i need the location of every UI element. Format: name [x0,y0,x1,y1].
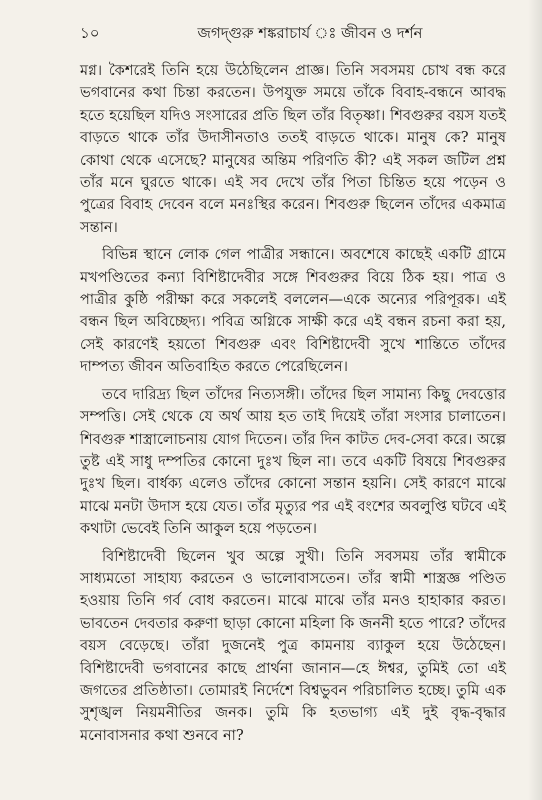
running-title: জগদ্‌গুরু শঙ্করাচার্য ঃ জীবন ও দর্শন [197,24,423,42]
body-text [80,60,506,747]
paragraph-2: বিভিন্ন স্থানে লোক গেল পাত্রীর সন্ধানে। অবশেষে কাছেই একটি গ্রামে মখপণ্ডিতের কন্যা বিশিষ্টাদেবীর সঙ্গে শিবগুরুর বিয়ে ঠিক হয়। পাত্র ও পাত্রীর কুষ্ঠি পরীক্ষা করে সকলেই বললেন—একে অন্যের পরিপূরক। এই বন্ধন ছিল অবিচ্ছেদ্য। পবিত্র অগ্নিকে সাক্ষী করে এই বন্ধন রচনা করা হয়, সেই কারণেই হয়তো শিবগুরু এবং বিশিষ্টাদেবী সুখে শান্তিতে তাঁদের দাম্পত্য জীবন অতিবাহিত করতে পেরেছিলেন। [80,246,506,376]
paragraph-3: তবে দারিদ্র্য ছিল তাঁদের নিত্যসঙ্গী। তাঁদের ছিল সামান্য কিছু দেবত্তোর সম্পত্তি। সেই থেকে যে অর্থ আয় হত তাই দিয়েই তাঁরা সংসার চালাতেন। শিবগুরু শাস্ত্রালোচনায় যোগ দিতেন। তাঁর দিন কাটত দেব-সেবা করে। অল্পে তুষ্ট এই সাধু দম্পতির কোনো দুঃখ ছিল না। তবে একটি বিষয়ে শিবগুরুর দুঃখ ছিল। বার্ধক্য এলেও তাঁদের কোনো সন্তান হয়নি। সেই কারণে মাঝে মাঝে মনটা উদাস হয়ে যেত। তাঁর মৃত্যুর পর এই বংশের অবলুপ্তি ঘটবে এই কথাটা ভেবেই তিনি আকুল হয়ে পড়তেন। [80,385,506,538]
page-edge-shadow [528,0,542,800]
paragraph-1: মগ্ন। কৈশরেই তিনি হয়ে উঠেছিলেন প্রাজ্ঞ। তিনি সবসময় চোখ বন্ধ করে ভগবানের কথা চিন্তা করতেন। উপযুক্ত সময়ে তাঁকে বিবাহ-বন্ধনে আবদ্ধ হতে হয়েছিল যদিও সংসারের প্রতি ছিল তাঁর বিতৃষ্ণা। শিবগুরুর বয়স যতই বাড়তে থাকে তাঁর উদাসীনতাও ততই বাড়তে থাকে। মানুষ কে? মানুষ কোথা থেকে এসেছে? মানুষের অন্তিম পরিণতি কী? এই সকল জটিল প্রশ্ন তাঁর মনে ঘুরতে থাকে। এই সব দেখে তাঁর পিতা চিন্তিত হয়ে পড়েন ও পুত্রের বিবাহ দেবেন বলে মনঃস্থির করেন। শিবগুরু ছিলেন তাঁদের একমাত্র সন্তান। [80,62,506,236]
page-header [80,20,506,46]
paragraph-4: বিশিষ্টাদেবী ছিলেন খুব অল্পে সুখী। তিনি সবসময় তাঁর স্বামীকে সাধ্যমতো সাহায্য করতেন ও ভালোবাসতেন। তাঁর স্বামী শাস্ত্রজ্ঞ পণ্ডিত হওয়ায় তিনি গর্ব বোধ করতেন। মাঝে মাঝে তাঁর মনও হাহাকার করত। ভাবতেন দেবতার করুণা ছাড়া কোনো মহিলা কি জননী হতে পারে? তাঁদের বয়স বেড়েছে। তাঁরা দুজনেই পুত্র কামনায় ব্যাকুল হয়ে উঠেছেন। বিশিষ্টাদেবী ভগবানের কাছে প্রার্থনা জানান—হে ঈশ্বর, তুমিই তো এই জগতের প্রতিষ্ঠাতা। তোমারই নির্দেশে বিশ্বভুবন পরিচালিত হচ্ছে। তুমি এক সুশৃঙ্খল নিয়মনীতির জনক। তুমি কি হতভাগ্য এই দুই বৃদ্ধ-বৃদ্ধার মনোবাসনার কথা শুনবে না? [80,547,506,744]
page-number: ১০ [80,24,100,42]
